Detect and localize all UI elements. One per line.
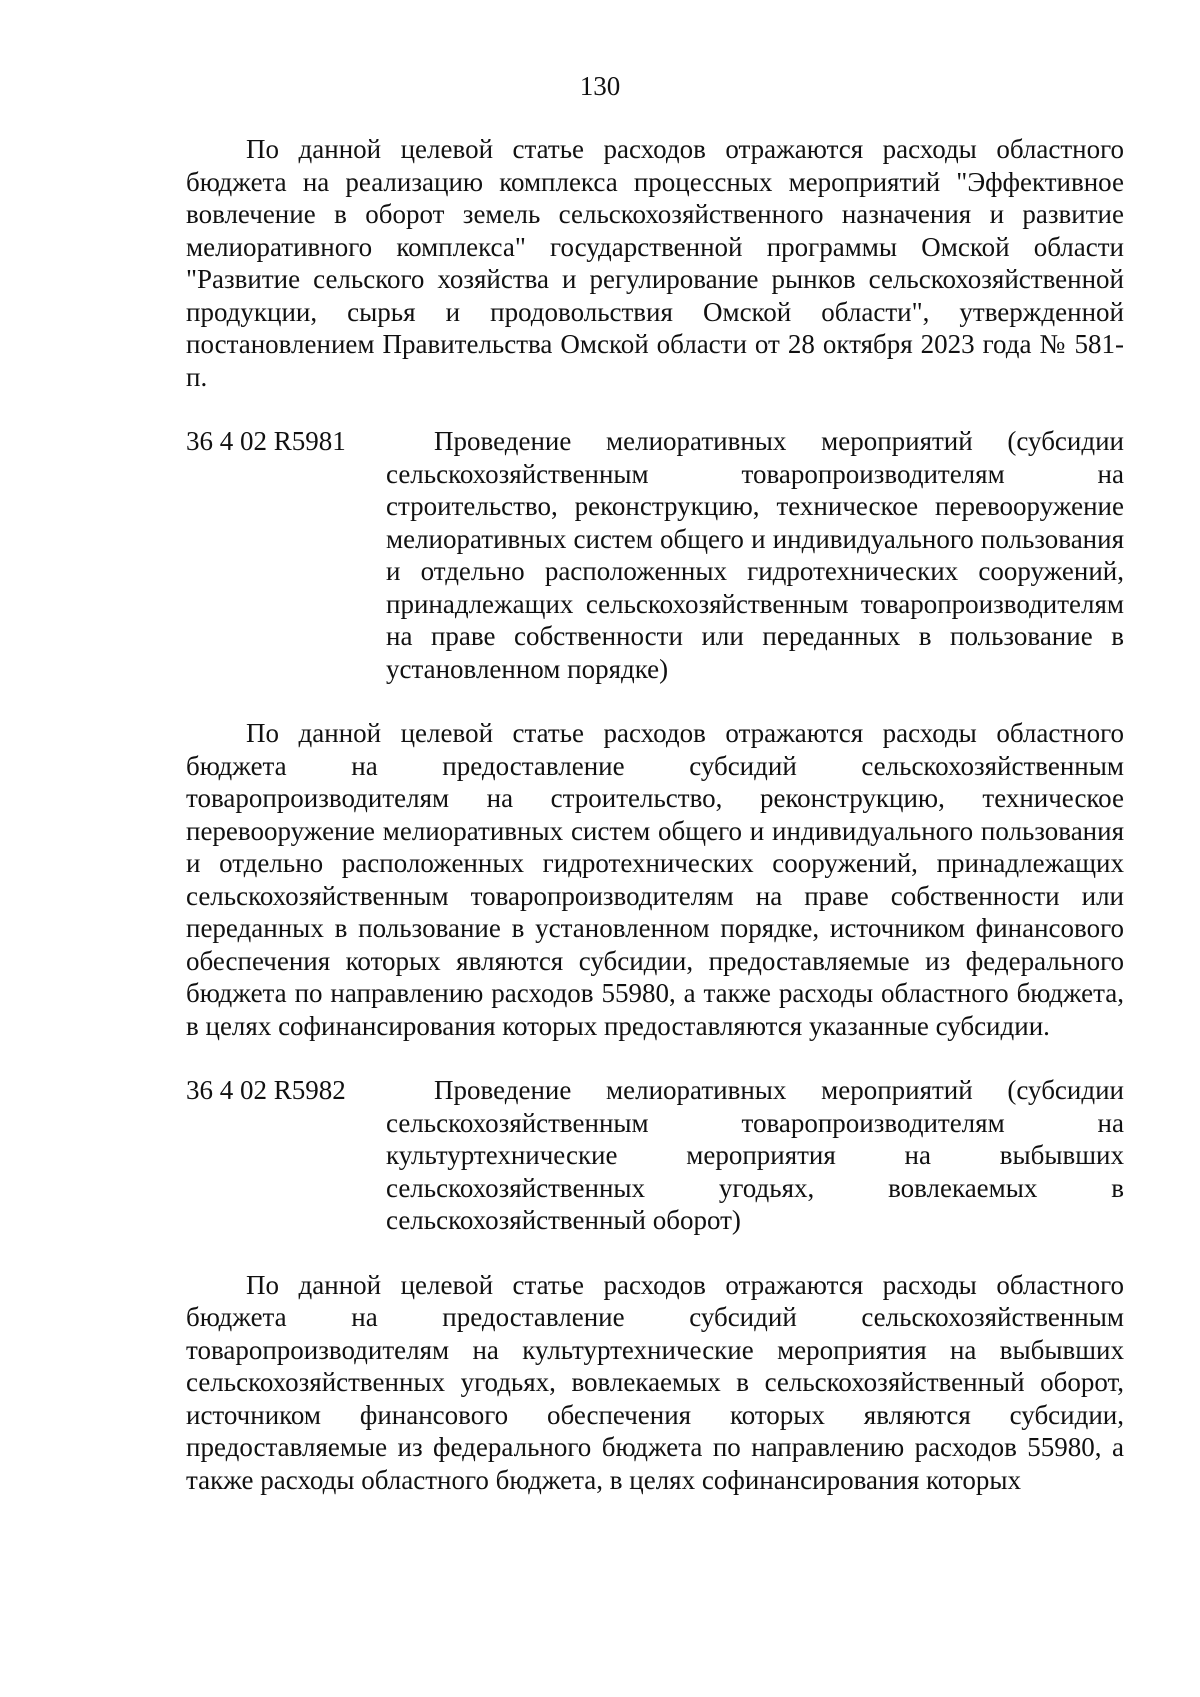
article-code: 36 4 02 R5982: [186, 1075, 346, 1105]
paragraph-r5981-description: По данной целевой статье расходов отражаются расходы областного бюджета на предоставление субсидий сельскохозяйственным товаропроизводителям на строительство, реконструкцию, техническое перевооружение мелиоративных систем общего и индивидуального пользования и отдельно расположенных гидротехнических сооружений, принадлежащих сельскохозяйственным товаропроизводителям на праве собственности или переданных в пользование в установленном порядке, источником финансового обеспечения которых являются субсидии, предоставляемые из федерального бюджета по направлению расходов 55980, а также расходы областного бюджета, в целях софинансирования которых предоставляются указанные субсидии.: [186, 718, 1124, 1041]
article-entry-r5982: [186, 1074, 1124, 1237]
document-body: [186, 133, 1124, 1496]
article-code: 36 4 02 R5981: [186, 426, 346, 456]
article-entry-r5981: [186, 425, 1124, 685]
paragraph-r5982-description: По данной целевой статье расходов отражаются расходы областного бюджета на предоставление субсидий сельскохозяйственным товаропроизводителям на культуртехнические мероприятия на выбывших сельскохозяйственных угодьях, вовлекаемых в сельскохозяйственный оборот, источником финансового обеспечения которых являются субсидии, предоставляемые из федерального бюджета по направлению расходов 55980, а также расходы областного бюджета, в целях софинансирования которых: [186, 1269, 1124, 1495]
spacer: [186, 1042, 1124, 1074]
paragraph-program-description: По данной целевой статье расходов отражаются расходы областного бюджета на реализацию комплекса процессных мероприятий "Эффективное вовлечение в оборот земель сельскохозяйственного назначения и развитие мелиоративного комплекса" государственной программы Омской области "Развитие сельского хозяйства и регулирование рынков сельскохозяйственной продукции, сырья и продовольствия Омской области", утвержденной постановлением Правительства Омской области от 28 октября 2023 года № 581-п.: [186, 134, 1124, 392]
page-number: 130: [579, 71, 621, 101]
spacer: [186, 393, 1124, 425]
spacer: [186, 1237, 1124, 1269]
article-title: Проведение мелиоративных мероприятий (субсидии сельскохозяйственным товаропроизводителям на культуртехнические мероприятия на выбывших сельскохозяйственных угодьях, вовлекаемых в сельскохозяйственный оборот): [386, 1075, 1124, 1235]
article-title: Проведение мелиоративных мероприятий (субсидии сельскохозяйственным товаропроизводителям на строительство, реконструкцию, техническое перевооружение мелиоративных систем общего и индивидуального пользования и отдельно расположенных гидротехнических сооружений, принадлежащих сельскохозяйственным товаропроизводителям на праве собственности или переданных в пользование в установленном порядке): [386, 426, 1124, 684]
spacer: [186, 685, 1124, 717]
